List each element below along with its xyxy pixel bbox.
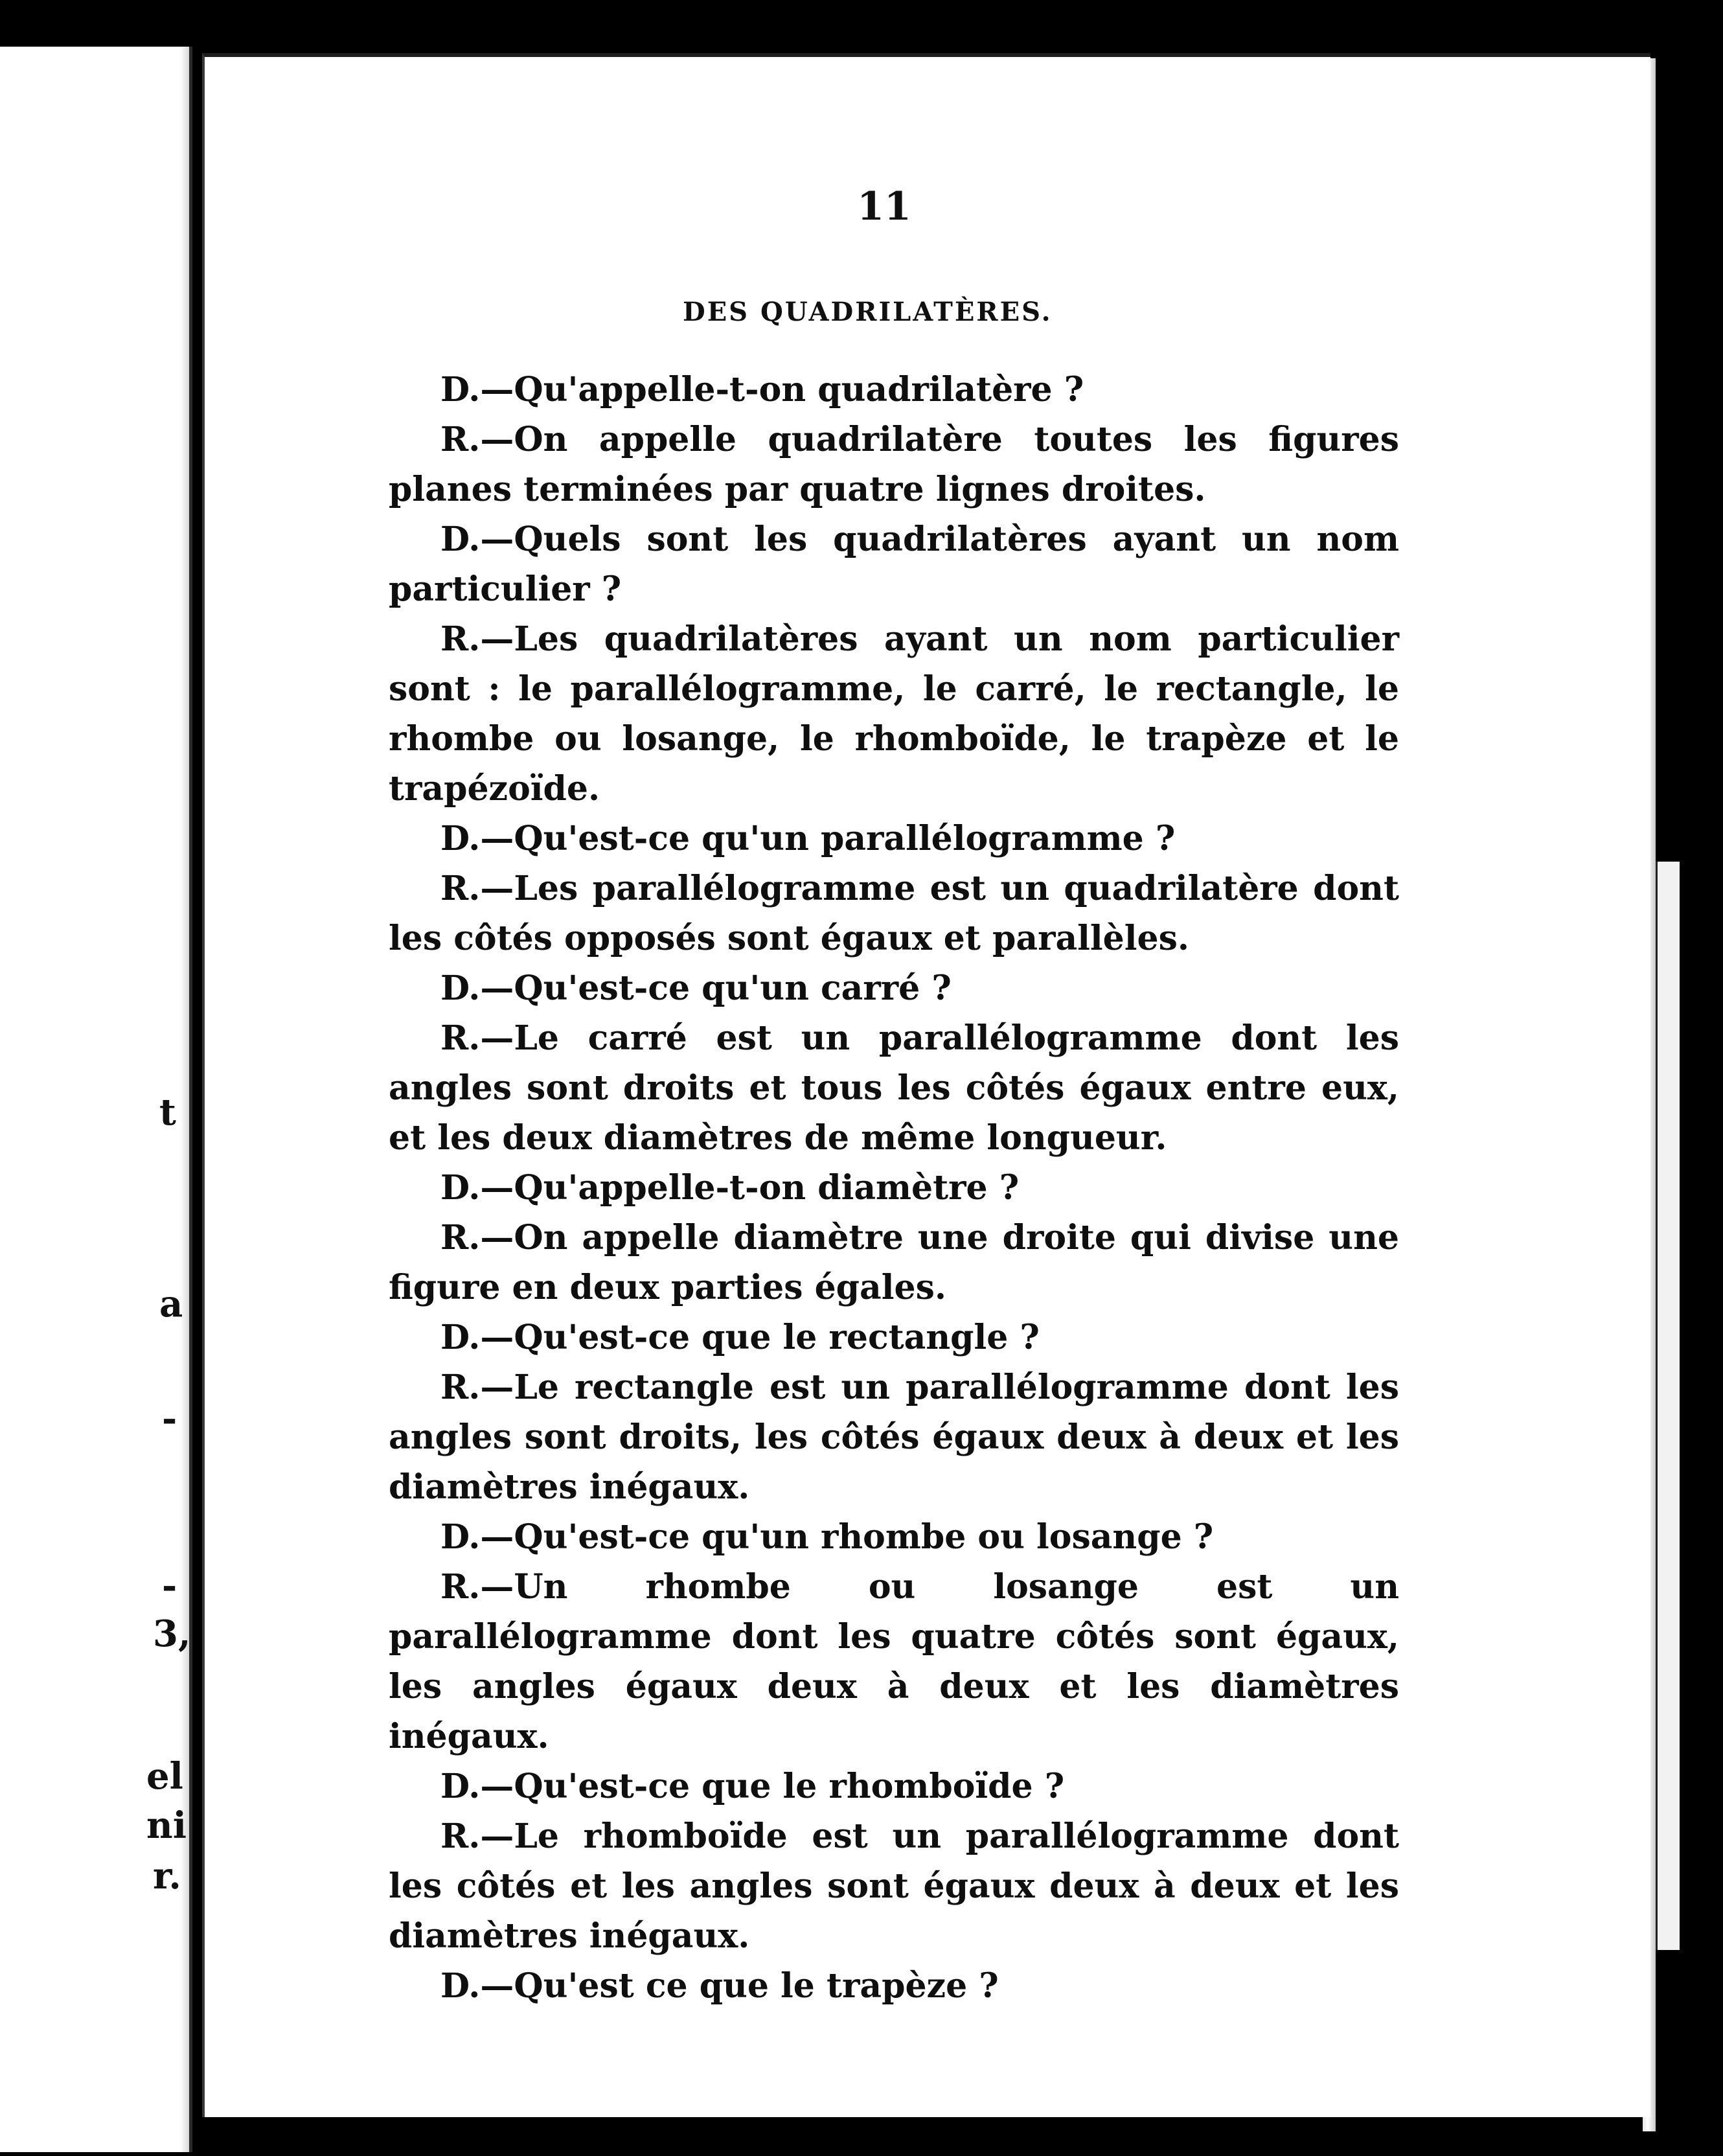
answer-paragraph: R.—Un rhombe ou losange est un parallélogramme dont les quatre côtés sont égaux, les angles égaux deux à deux et les diamètres inégaux. bbox=[389, 1567, 1399, 1756]
question-paragraph: D.—Qu'est-ce qu'un carré ? bbox=[440, 969, 952, 1008]
question-paragraph: D.—Qu'est ce que le trapèze ? bbox=[440, 1966, 999, 2006]
answer-paragraph: R.—Le rhomboïde est un parallélogramme dont les côtés et les angles sont égaux deux à deux et les diamètres inégaux. bbox=[389, 1817, 1399, 1956]
left-edge-glyph: a bbox=[159, 1283, 183, 1325]
section-title: DES QUADRILATÈRES. bbox=[683, 297, 1053, 327]
left-page-edge bbox=[0, 47, 192, 2152]
question-paragraph: D.—Qu'est-ce qu'un rhombe ou losange ? bbox=[440, 1517, 1214, 1557]
next-page-edge bbox=[1656, 862, 1680, 1950]
answer-paragraph: R.—Les quadrilatères ayant un nom particulier sont : le parallélogramme, le carré, le rectangle, le rhombe ou losange, le rhomboïde, le trapèze et le trapézoïde. bbox=[389, 619, 1399, 808]
question-answer-text bbox=[389, 365, 1399, 2011]
question-paragraph: D.—Qu'est-ce qu'un parallélogramme ? bbox=[440, 819, 1176, 858]
question-paragraph: D.—Quels sont les quadrilatères ayant un nom particulier ? bbox=[389, 520, 1399, 609]
answer-paragraph: R.—On appelle diamètre une droite qui divise une figure en deux parties égales. bbox=[389, 1218, 1399, 1307]
left-edge-glyph: 3, bbox=[153, 1612, 191, 1655]
left-edge-glyph: - bbox=[162, 1565, 177, 1607]
question-paragraph: D.—Qu'est-ce que le rhomboïde ? bbox=[440, 1767, 1065, 1806]
answer-paragraph: R.—Le rectangle est un parallélogramme dont les angles sont droits, les côtés égaux deux à deux et les diamètres inégaux. bbox=[389, 1368, 1399, 1507]
left-edge-glyph: r. bbox=[153, 1855, 181, 1898]
question-paragraph: D.—Qu'appelle-t-on quadrilatère ? bbox=[440, 370, 1084, 409]
question-paragraph: D.—Qu'appelle-t-on diamètre ? bbox=[440, 1168, 1020, 1208]
scanned-page-spread: t a - - 3, el ni r. 11 DES QUADRILATÈRES. D.—Qu'appelle-t-on quadrilatère ? R.—On appelle quadrilatère toutes les figures planes terminées par quatre lignes droites. D.—Quels sont les quadrilatères ayant un nom particulier ? R.—Les quadrilatères ayant un nom particulier sont : le parallélogramme, le carré, le rectangle, le rhombe ou losange, le rhomboïde, le trapèze et le trapézoïde. D.—Qu'est-ce qu'un parallélogramme ? R.—Les parallélogramme est un quadrilatère dont les côtés opposés sont égaux et parallèles. D.—Qu'est-ce qu'un carré ? R.—Le carré est un parallélogramme dont les angles sont droits et tous les côtés égaux entre eux, et les deux diamètres de même longueur. D.—Qu'appelle-t-on diamètre ? R.—On appelle diamètre une droite qui divise une figure en deux parties égales. D.—Qu'est-ce que le rectangle ? R.—Le rectangle est un parallélogramme dont les angles sont droits, les côtés égaux deux à deux et les diamètres inégaux. D.—Qu'est-ce qu'un rhombe ou losange ? R.—Un rhombe ou losange est un parallélogramme dont les quatre côtés sont égaux, les angles égaux deux à deux et les diamètres inégaux. D.—Qu'est-ce que le rhomboïde ? R.—Le rhomboïde est un parallélogramme dont les côtés et les angles sont égaux deux à deux et les diamètres inégaux. D.—Qu'est ce que le trapèze ? bbox=[0, 0, 1723, 2156]
answer-paragraph: R.—Le carré est un parallélogramme dont les angles sont droits et tous les côtés égaux entre eux, et les deux diamètres de même longueur. bbox=[389, 1018, 1399, 1158]
answer-paragraph: R.—Les parallélogramme est un quadrilatère dont les côtés opposés sont égaux et parallèles. bbox=[389, 869, 1399, 958]
left-edge-glyph: t bbox=[159, 1091, 176, 1134]
answer-paragraph: R.—On appelle quadrilatère toutes les figures planes terminées par quatre lignes droites. bbox=[389, 420, 1399, 509]
left-edge-glyph: ni bbox=[146, 1804, 187, 1847]
question-paragraph: D.—Qu'est-ce que le rectangle ? bbox=[440, 1318, 1040, 1357]
left-edge-glyph: - bbox=[162, 1397, 177, 1440]
left-edge-glyph: el bbox=[146, 1755, 183, 1798]
